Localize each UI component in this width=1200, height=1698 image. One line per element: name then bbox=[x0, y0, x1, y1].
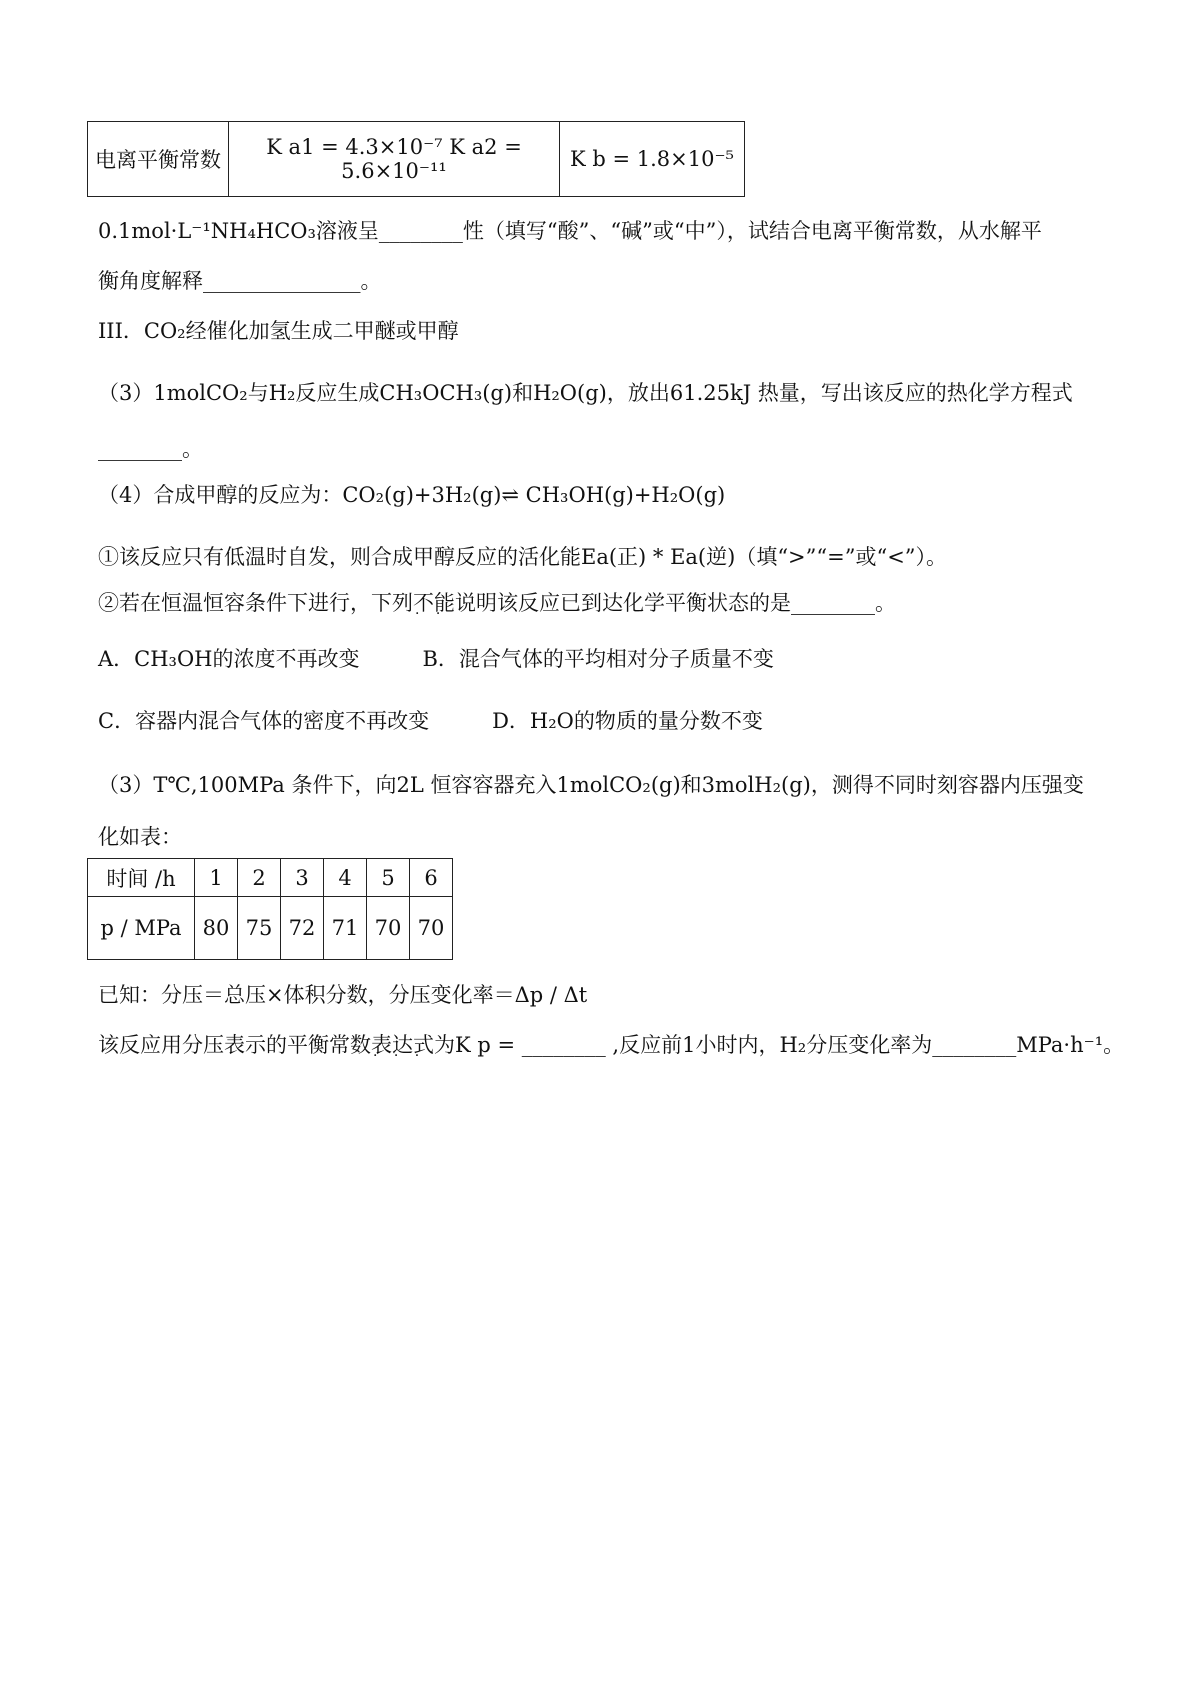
text-line: 已知：分压＝总压×体积分数，分压变化率＝Δp / Δt bbox=[98, 983, 588, 1007]
table-cell: 70 bbox=[367, 897, 410, 960]
text-line: ________。 bbox=[98, 437, 203, 461]
h2co3-constants: K a1 = 4.3×10⁻⁷ K a2 = 5.6×10⁻¹¹ bbox=[229, 122, 560, 197]
table-cell: 4 bbox=[324, 859, 367, 897]
pressure-table bbox=[87, 858, 453, 960]
text-line: 化如表： bbox=[98, 825, 182, 849]
table-cell: 5 bbox=[367, 859, 410, 897]
table-cell: 2 bbox=[238, 859, 281, 897]
text-line: （3）1molCO₂与H₂反应生成CH₃OCH₃(g)和H₂O(g)，放出61.25kJ 热量，写出该反应的热化学方程式 bbox=[98, 381, 1073, 405]
text-segment: 说明该反应已到达化学平衡状态的是________。 bbox=[455, 591, 896, 615]
text-line: （4）合成甲醇的反应为：CO₂(g)+3H₂(g)⇌ CH₃OH(g)+H₂O(g) bbox=[98, 483, 726, 507]
option-line: C．容器内混合气体的密度不再改变 D．H₂O的物质的量分数不变 bbox=[98, 709, 763, 733]
table-cell: 70 bbox=[410, 897, 453, 960]
text-segment: 为K p = ________ ,反应前1小时内，H₂分压变化率为________MPa·h⁻¹。 bbox=[434, 1033, 1125, 1057]
text-segment: 该反应用分压表示的平衡常数 bbox=[98, 1033, 371, 1057]
ionization-constant-table bbox=[87, 121, 745, 197]
text-line: ①该反应只有低温时自发，则合成甲醇反应的活化能Ea(正) * Ea(逆)（填“>”“=”或“<”）。 bbox=[98, 545, 948, 569]
text-line: 0.1mol·L⁻¹NH₄HCO₃溶液呈________性（填写“酸”、“碱”或“中”），试结合电离平衡常数，从水解平 bbox=[98, 219, 1042, 243]
table-cell: 80 bbox=[195, 897, 238, 960]
text-line: （3）T℃,100MPa 条件下，向2L 恒容容器充入1molCO₂(g)和3molH₂(g)，测得不同时刻容器内压强变 bbox=[98, 773, 1084, 797]
table-cell: 6 bbox=[410, 859, 453, 897]
text-segment: ②若在恒温恒容条件下进行，下列 bbox=[98, 591, 413, 615]
table-cell: 75 bbox=[238, 897, 281, 960]
table-cell: p / MPa bbox=[88, 897, 195, 960]
table-cell: 72 bbox=[281, 897, 324, 960]
text-line bbox=[98, 1030, 1124, 1060]
text-line bbox=[98, 588, 896, 618]
table-label: 电离平衡常数 bbox=[88, 122, 229, 197]
emphasis-text: 不能 · · bbox=[413, 591, 455, 615]
table-cell: 时间 /h bbox=[88, 859, 195, 897]
table-cell: 3 bbox=[281, 859, 324, 897]
option-line: A．CH₃OH的浓度不再改变 B．混合气体的平均相对分子质量不变 bbox=[98, 647, 774, 671]
table-cell: 1 bbox=[195, 859, 238, 897]
nh3-constant: K b = 1.8×10⁻⁵ bbox=[560, 122, 745, 197]
section-heading: III．CO₂经催化加氢生成二甲醚或甲醇 bbox=[98, 319, 459, 343]
text-line: 衡角度解释_______________。 bbox=[98, 269, 382, 293]
table-cell: 71 bbox=[324, 897, 367, 960]
emphasis-text: 表达式 · · · bbox=[371, 1033, 434, 1057]
